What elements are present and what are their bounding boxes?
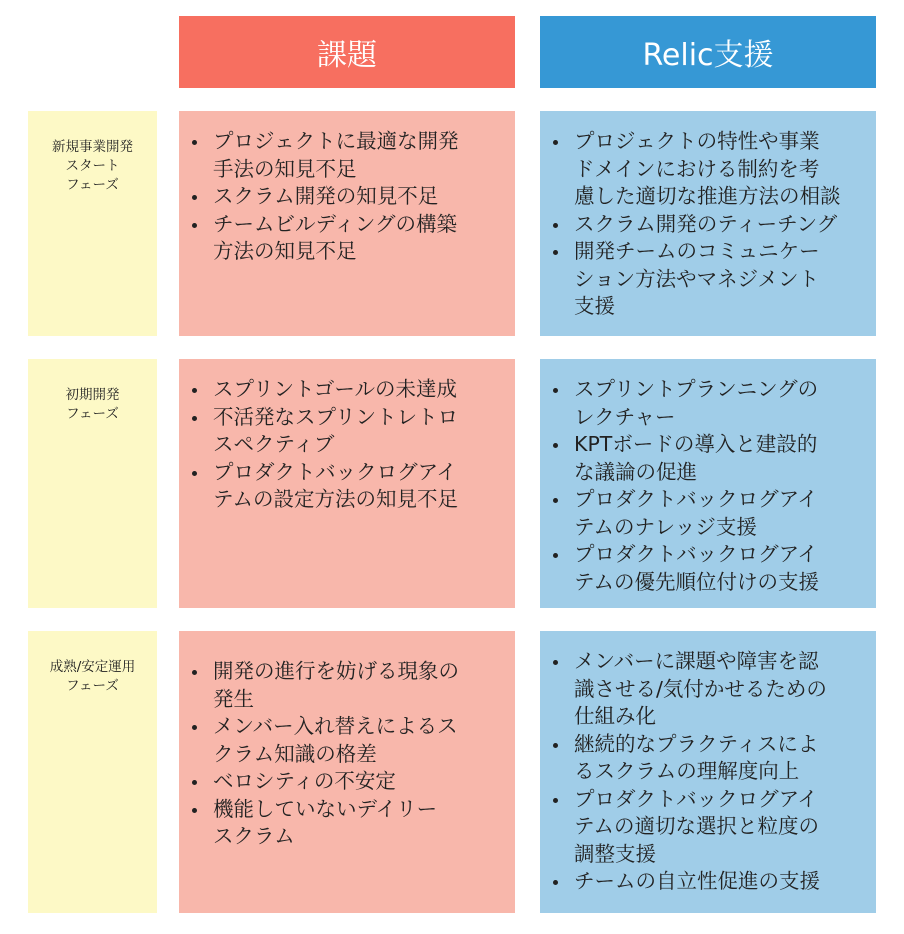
phase-initial-development <box>28 359 157 608</box>
phase-new-business <box>28 111 157 336</box>
support-item: 開発チームのコミュニケー ション方法やマネジメント 支援 <box>548 238 868 321</box>
issue-item: 不活発なスプリントレトロ スペクティブ <box>187 404 507 459</box>
phase-label-line: スタート <box>65 158 120 174</box>
support-item: スプリントプランニングの レクチャー <box>548 376 868 431</box>
issue-item: チームビルディングの構築 方法の知見不足 <box>187 211 507 266</box>
support-item: 継続的なプラクティスによ るスクラムの理解度向上 <box>548 731 868 786</box>
relic-header-label: Relic支援 <box>642 38 774 73</box>
issue-item: ベロシティの不安定 <box>187 768 507 796</box>
issue-item: スプリントゴールの未達成 <box>187 376 507 404</box>
support-item: メンバーに課題や障害を認 識させる/気付かせるための 仕組み化 <box>548 648 868 731</box>
issue-item: 開発の進行を妨げる現象の 発生 <box>187 658 507 713</box>
phase-label <box>28 631 157 696</box>
phase-label <box>28 359 157 424</box>
phase-label-line: 成熟/安定運用 <box>49 659 136 675</box>
support-cell-new-business <box>540 111 876 336</box>
issue-cell-new-business <box>179 111 515 336</box>
phase-label <box>28 111 157 195</box>
support-item: プロダクトバックログアイ テムの優先順位付けの支援 <box>548 541 868 596</box>
issue-item: 機能していないデイリー スクラム <box>187 796 507 851</box>
support-list <box>548 376 868 596</box>
issue-header-label: 課題 <box>317 38 377 73</box>
support-item: プロダクトバックログアイ テムのナレッジ支援 <box>548 486 868 541</box>
relic-support-column-header <box>540 16 876 88</box>
issue-item: スクラム開発の知見不足 <box>187 183 507 211</box>
support-item: プロジェクトの特性や事業 ドメインにおける制約を考 慮した適切な推進方法の相談 <box>548 128 868 211</box>
phase-label-line: 初期開発 <box>65 387 120 403</box>
issue-item: メンバー入れ替えによるス クラム知識の格差 <box>187 713 507 768</box>
issue-item: プロジェクトに最適な開発 手法の知見不足 <box>187 128 507 183</box>
issue-list <box>187 658 507 851</box>
issue-cell-mature-stable <box>179 631 515 913</box>
phase-label-line: フェーズ <box>66 177 119 193</box>
support-item: KPTボードの導入と建設的 な議論の促進 <box>548 431 868 486</box>
phase-label-line: 新規事業開発 <box>52 139 133 155</box>
support-item: チームの自立性促進の支援 <box>548 868 868 896</box>
phase-label-line: フェーズ <box>66 406 119 422</box>
issue-list <box>187 376 507 514</box>
phase-mature-stable <box>28 631 157 913</box>
issue-list <box>187 128 507 266</box>
support-cell-initial-development <box>540 359 876 608</box>
support-item: スクラム開発のティーチング <box>548 211 868 239</box>
issue-column-header <box>179 16 515 88</box>
support-list <box>548 648 868 896</box>
issue-item: プロダクトバックログアイ テムの設定方法の知見不足 <box>187 459 507 514</box>
issue-cell-initial-development <box>179 359 515 608</box>
phase-label-line: フェーズ <box>66 678 119 694</box>
support-item: プロダクトバックログアイ テムの適切な選択と粒度の 調整支援 <box>548 786 868 869</box>
support-list <box>548 128 868 321</box>
support-cell-mature-stable <box>540 631 876 913</box>
